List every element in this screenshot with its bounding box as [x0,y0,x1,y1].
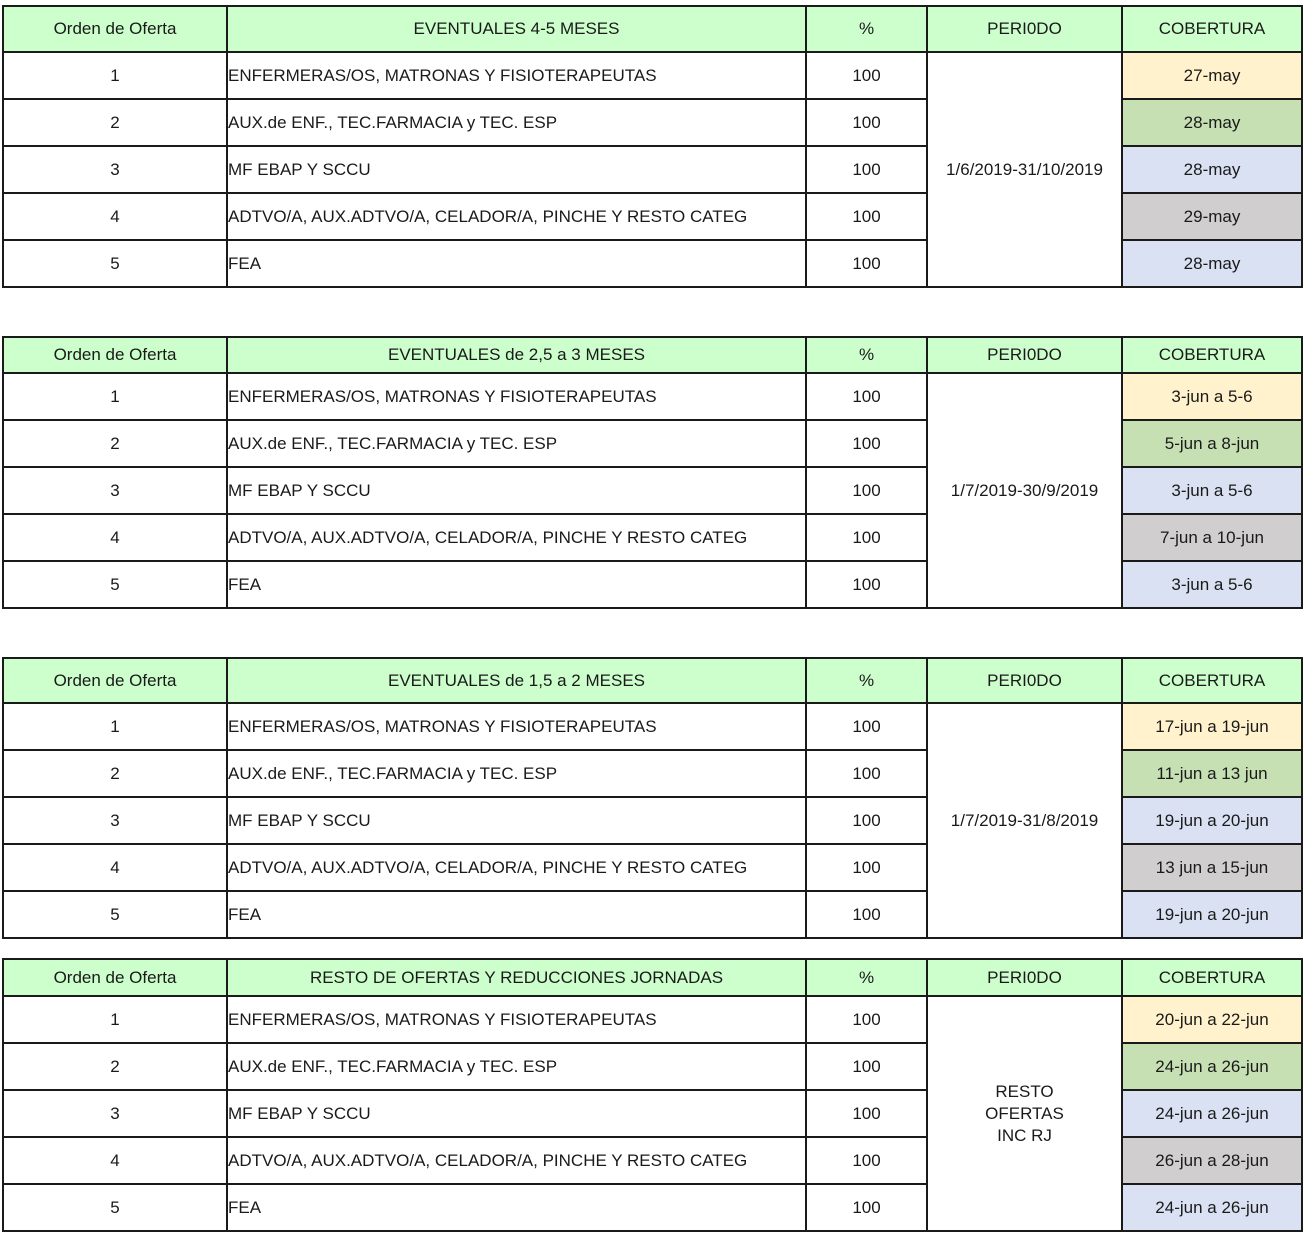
coverage-cell: 24-jun a 26-jun [1122,1043,1302,1090]
header-percent: % [806,337,927,373]
order-cell: 3 [3,146,227,193]
period-cell [927,996,1122,1231]
offer-table-eventuales-4-5-meses [2,5,1303,288]
category-cell: ENFERMERAS/OS, MATRONAS Y FISIOTERAPEUTAS [227,996,806,1043]
order-cell: 2 [3,99,227,146]
category-cell: AUX.de ENF., TEC.FARMACIA y TEC. ESP [227,750,806,797]
offer-table-eventuales-2-5-a-3-meses [2,336,1303,609]
category-cell: AUX.de ENF., TEC.FARMACIA y TEC. ESP [227,1043,806,1090]
offer-table-resto-de-ofertas [2,958,1303,1232]
header-coverage: COBERTURA [1122,959,1302,996]
order-cell: 1 [3,996,227,1043]
order-cell: 1 [3,703,227,750]
category-cell: FEA [227,1184,806,1231]
header-percent: % [806,6,927,52]
period-cell: 1/7/2019-30/9/2019 [927,373,1122,608]
coverage-cell: 24-jun a 26-jun [1122,1184,1302,1231]
header-order: Orden de Oferta [3,658,227,703]
header-period: PERI0DO [927,6,1122,52]
percent-cell: 100 [806,797,927,844]
coverage-cell: 28-may [1122,146,1302,193]
header-percent: % [806,658,927,703]
coverage-cell: 19-jun a 20-jun [1122,891,1302,938]
table-header-row [3,6,1302,52]
category-cell: FEA [227,891,806,938]
category-cell: ADTVO/A, AUX.ADTVO/A, CELADOR/A, PINCHE Y RESTO CATEG [227,1137,806,1184]
header-period: PERI0DO [927,337,1122,373]
coverage-cell: 17-jun a 19-jun [1122,703,1302,750]
table-header-row [3,658,1302,703]
order-cell: 5 [3,891,227,938]
percent-cell: 100 [806,146,927,193]
period-line: RESTO [995,1081,1054,1101]
percent-cell: 100 [806,99,927,146]
order-cell: 1 [3,52,227,99]
header-order: Orden de Oferta [3,959,227,996]
order-cell: 4 [3,844,227,891]
header-period: PERI0DO [927,959,1122,996]
percent-cell: 100 [806,514,927,561]
order-cell: 1 [3,373,227,420]
header-period: PERI0DO [927,658,1122,703]
table-title: EVENTUALES de 1,5 a 2 MESES [227,658,806,703]
percent-cell: 100 [806,1137,927,1184]
category-cell: FEA [227,561,806,608]
coverage-cell: 27-may [1122,52,1302,99]
order-cell: 5 [3,240,227,287]
percent-cell: 100 [806,467,927,514]
category-cell: MF EBAP Y SCCU [227,1090,806,1137]
category-cell: ENFERMERAS/OS, MATRONAS Y FISIOTERAPEUTAS [227,703,806,750]
header-percent: % [806,959,927,996]
category-cell: AUX.de ENF., TEC.FARMACIA y TEC. ESP [227,99,806,146]
order-cell: 3 [3,467,227,514]
percent-cell: 100 [806,1090,927,1137]
coverage-cell: 13 jun a 15-jun [1122,844,1302,891]
category-cell: MF EBAP Y SCCU [227,146,806,193]
coverage-cell: 5-jun a 8-jun [1122,420,1302,467]
table-row [3,52,1302,99]
order-cell: 3 [3,1090,227,1137]
percent-cell: 100 [806,1043,927,1090]
percent-cell: 100 [806,891,927,938]
table-row [3,373,1302,420]
percent-cell: 100 [806,373,927,420]
order-cell: 4 [3,1137,227,1184]
category-cell: ADTVO/A, AUX.ADTVO/A, CELADOR/A, PINCHE Y RESTO CATEG [227,193,806,240]
percent-cell: 100 [806,996,927,1043]
coverage-cell: 3-jun a 5-6 [1122,561,1302,608]
category-cell: ADTVO/A, AUX.ADTVO/A, CELADOR/A, PINCHE Y RESTO CATEG [227,514,806,561]
table-row [3,996,1302,1043]
offer-table-eventuales-1-5-a-2-meses [2,657,1303,939]
table-title: EVENTUALES de 2,5 a 3 MESES [227,337,806,373]
percent-cell: 100 [806,240,927,287]
coverage-cell: 28-may [1122,240,1302,287]
category-cell: ENFERMERAS/OS, MATRONAS Y FISIOTERAPEUTAS [227,52,806,99]
percent-cell: 100 [806,52,927,99]
category-cell: ENFERMERAS/OS, MATRONAS Y FISIOTERAPEUTAS [227,373,806,420]
category-cell: AUX.de ENF., TEC.FARMACIA y TEC. ESP [227,420,806,467]
percent-cell: 100 [806,1184,927,1231]
period-cell: 1/6/2019-31/10/2019 [927,52,1122,287]
order-cell: 5 [3,1184,227,1231]
header-order: Orden de Oferta [3,6,227,52]
category-cell: ADTVO/A, AUX.ADTVO/A, CELADOR/A, PINCHE Y RESTO CATEG [227,844,806,891]
table-row [3,703,1302,750]
category-cell: MF EBAP Y SCCU [227,467,806,514]
table-title: EVENTUALES 4-5 MESES [227,6,806,52]
coverage-cell: 24-jun a 26-jun [1122,1090,1302,1137]
order-cell: 4 [3,514,227,561]
table-header-row [3,959,1302,996]
header-coverage: COBERTURA [1122,658,1302,703]
header-coverage: COBERTURA [1122,6,1302,52]
percent-cell: 100 [806,703,927,750]
header-order: Orden de Oferta [3,337,227,373]
coverage-cell: 28-may [1122,99,1302,146]
percent-cell: 100 [806,844,927,891]
period-line: OFERTAS [985,1103,1064,1123]
coverage-cell: 11-jun a 13 jun [1122,750,1302,797]
order-cell: 2 [3,750,227,797]
period-line: INC RJ [997,1125,1052,1145]
coverage-cell: 7-jun a 10-jun [1122,514,1302,561]
order-cell: 3 [3,797,227,844]
header-coverage: COBERTURA [1122,337,1302,373]
coverage-cell: 20-jun a 22-jun [1122,996,1302,1043]
order-cell: 5 [3,561,227,608]
percent-cell: 100 [806,750,927,797]
percent-cell: 100 [806,420,927,467]
percent-cell: 100 [806,561,927,608]
coverage-cell: 3-jun a 5-6 [1122,373,1302,420]
percent-cell: 100 [806,193,927,240]
order-cell: 4 [3,193,227,240]
order-cell: 2 [3,420,227,467]
coverage-cell: 19-jun a 20-jun [1122,797,1302,844]
coverage-cell: 3-jun a 5-6 [1122,467,1302,514]
order-cell: 2 [3,1043,227,1090]
category-cell: MF EBAP Y SCCU [227,797,806,844]
period-cell: 1/7/2019-31/8/2019 [927,703,1122,938]
category-cell: FEA [227,240,806,287]
table-header-row [3,337,1302,373]
table-title: RESTO DE OFERTAS Y REDUCCIONES JORNADAS [227,959,806,996]
coverage-cell: 26-jun a 28-jun [1122,1137,1302,1184]
coverage-cell: 29-may [1122,193,1302,240]
